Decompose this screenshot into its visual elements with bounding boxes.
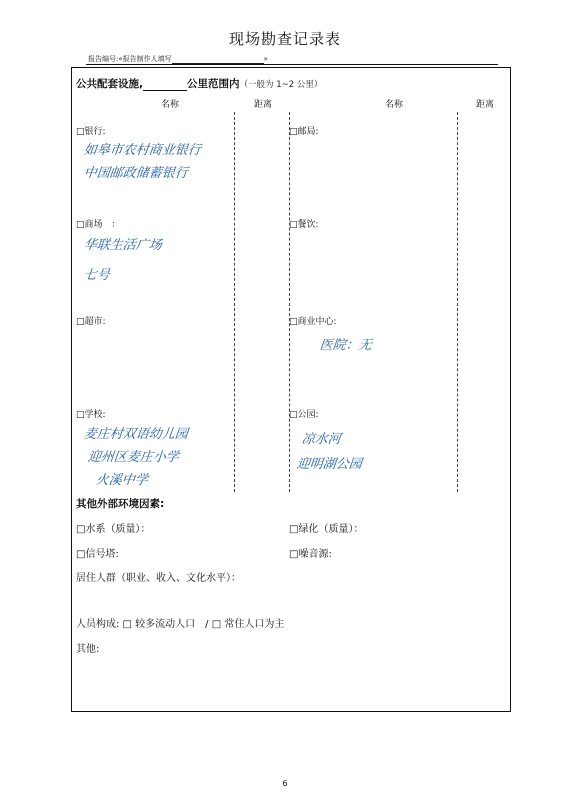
left-col-distance-header: 距离 [254,100,273,110]
commercial-center-label[interactable]: □商业中心: [289,317,337,327]
water-quality-field[interactable]: □水系（质量）： [76,524,151,535]
bank-label[interactable]: □银行: [76,127,106,137]
park-entry: 凉水河 [301,432,342,447]
school-label[interactable]: □学校: [76,410,106,420]
school-entry: 麦庄村双语幼儿园 [83,427,189,442]
left-col-name-header: 名称 [161,100,180,110]
school-entry: 火溪中学 [95,473,149,488]
signal-tower-field[interactable]: □信号塔: [76,549,119,560]
environment-heading: 其他外部环境因素: [76,498,165,510]
report-number-blank[interactable] [172,55,264,64]
radius-blank[interactable] [143,80,187,91]
facilities-heading [76,72,322,91]
post-office-label[interactable]: □邮局: [289,127,319,137]
page-title: 现场勘查记录表 [228,30,341,48]
report-number-line [88,54,268,64]
bank-entry: 中国邮政储蓄银行 [83,166,189,181]
mall-entry: 七号 [83,268,111,283]
right-col-distance-header: 距离 [476,100,495,110]
noise-source-field[interactable]: □噪音源: [289,549,332,560]
other-field[interactable]: 其他: [76,644,100,655]
right-col-name-header: 名称 [385,100,404,110]
population-composition-field[interactable]: 人员构成: □ 较多流动人口 / □ 常住人口为主 [76,619,285,630]
facilities-heading-prefix: 公共配套设施, [76,78,143,90]
park-label[interactable]: □公园: [289,410,319,420]
header-rule [86,64,498,65]
school-entry: 迎州区麦庄小学 [87,450,180,465]
mall-label[interactable]: □商场 ： [76,220,121,230]
right-distance-divider [457,112,458,492]
supermarket-label[interactable]: □超市: [76,317,106,327]
left-distance-divider [234,112,235,492]
dining-label[interactable]: □餐饮: [289,220,319,230]
commercial-center-entry: 医院：无 [319,338,373,353]
report-number-label: 报告编号:«报告制作人填写 [88,55,172,63]
facilities-heading-note: （一般为 1~2 公里） [239,80,323,90]
center-divider [289,112,290,492]
residents-field[interactable]: 居住人群（职业、收入、文化水平）： [76,573,241,584]
park-entry: 迎明湖公园 [296,457,363,472]
facilities-heading-suffix: 公里范围内 [187,78,240,90]
mall-entry: 华联生活广场 [83,238,163,253]
report-number-close: » [263,55,268,63]
greenery-quality-field[interactable]: □绿化（质量）： [289,524,364,535]
survey-form-frame [71,67,511,712]
page-number: 6 [282,779,288,788]
bank-entry: 如皋市农村商业银行 [83,143,202,158]
